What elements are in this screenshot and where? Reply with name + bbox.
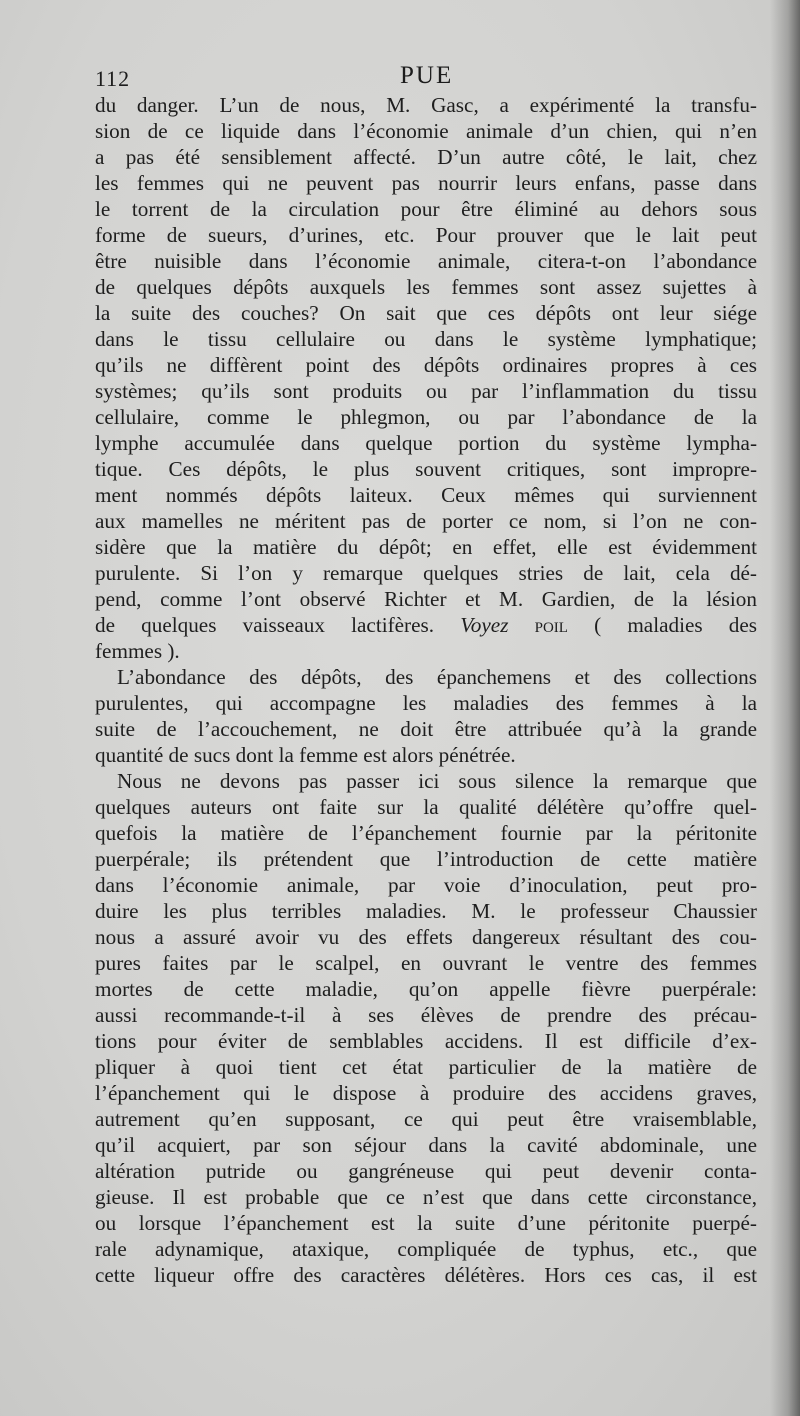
paragraph-1 — [95, 92, 757, 664]
text-line: le torrent de la circulation pour être éliminé au dehors sous — [95, 197, 757, 221]
text-line: autrement qu’en supposant, ce qui peut être vraisemblable, — [95, 1107, 757, 1131]
text-line: suite de l’accouchement, ne doit être attribuée qu’à la grande — [95, 717, 757, 741]
text-line: pliquer à quoi tient cet état particulier de la matière de — [95, 1055, 757, 1079]
text-line: ou lorsque l’épanchement est la suite d’une péritonite puerpé- — [95, 1211, 757, 1235]
text-line: quelques auteurs ont faite sur la qualité délétère qu’offre quel- — [95, 795, 757, 819]
paragraph-2 — [95, 664, 757, 768]
text-line: purulente. Si l’on y remarque quelques stries de lait, cela dé- — [95, 561, 757, 585]
text-line: mortes de cette maladie, qu’on appelle fièvre puerpérale: — [95, 977, 757, 1001]
text-line: sion de ce liquide dans l’économie animale d’un chien, qui n’en — [95, 119, 757, 143]
running-head: PUE — [400, 62, 454, 89]
paragraph-3 — [95, 768, 757, 1288]
text-line: gieuse. Il est probable que ce n’est que dans cette circonstance, — [95, 1185, 757, 1209]
text-line: lymphe accumulée dans quelque portion du système lympha- — [95, 431, 757, 455]
see-reference: poil — [534, 613, 568, 637]
text-line: ment nommés dépôts laiteux. Ceux mêmes qui surviennent — [95, 483, 757, 507]
text-line: purulentes, qui accompagne les maladies des femmes à la — [95, 691, 757, 715]
text-segment: ( maladies des — [594, 613, 758, 637]
text-line: nous a assuré avoir vu des effets dangereux résultant des cou- — [95, 925, 757, 949]
text-line: cellulaire, comme le phlegmon, ou par l’abondance de la — [95, 405, 757, 429]
text-line: Nous ne devons pas passer ici sous silence la remarque que — [117, 769, 757, 793]
text-line: l’épanchement qui le dispose à produire des accidens graves, — [95, 1081, 757, 1105]
text-segment: de quelques vaisseaux lactifères. — [95, 613, 435, 637]
text-line: quantité de sucs dont la femme est alors pénétrée. — [95, 743, 516, 767]
text-line: dans le tissu cellulaire ou dans le système lymphatique; — [95, 327, 757, 351]
cross-reference-line — [95, 612, 757, 638]
text-line: forme de sueurs, d’urines, etc. Pour prouver que le lait peut — [95, 223, 757, 247]
text-line: quefois la matière de l’épanchement fournie par la péritonite — [95, 821, 757, 845]
text-line: femmes ). — [95, 639, 180, 663]
text-line: sidère que la matière du dépôt; en effet, elle est évidemment — [95, 535, 757, 559]
text-line: qu’il acquiert, par son séjour dans la cavité abdominale, une — [95, 1133, 757, 1157]
text-line: pures faites par le scalpel, en ouvrant le ventre des femmes — [95, 951, 757, 975]
see-word: Voyez — [460, 613, 509, 637]
text-line: les femmes qui ne peuvent pas nourrir leurs enfans, passe dans — [95, 171, 757, 195]
text-line: puerpérale; ils prétendent que l’introduction de cette matière — [95, 847, 757, 871]
text-line: rale adynamique, ataxique, compliquée de typhus, etc., que — [95, 1237, 757, 1261]
text-line: être nuisible dans l’économie animale, citera-t-on l’abondance — [95, 249, 757, 273]
text-line: la suite des couches? On sait que ces dépôts ont leur siége — [95, 301, 757, 325]
text-line: qu’ils ne diffèrent point des dépôts ordinaires propres à ces — [95, 353, 757, 377]
text-line: dans l’économie animale, par voie d’inoculation, peut pro- — [95, 873, 757, 897]
text-line: aux mamelles ne méritent pas de porter ce nom, si l’on ne con- — [95, 509, 757, 533]
text-line: cette liqueur offre des caractères délétères. Hors ces cas, il est — [95, 1263, 757, 1287]
text-line: altération putride ou gangréneuse qui peut devenir conta- — [95, 1159, 757, 1183]
text-line: pend, comme l’ont observé Richter et M. Gardien, de la lésion — [95, 587, 757, 611]
text-line: aussi recommande-t-il à ses élèves de prendre des précau- — [95, 1003, 757, 1027]
text-line: de quelques dépôts auxquels les femmes sont assez sujettes à — [95, 275, 757, 299]
text-line: L’abondance des dépôts, des épanchemens et des collections — [117, 665, 757, 689]
text-line: a pas été sensiblement affecté. D’un autre côté, le lait, chez — [95, 145, 757, 169]
text-line: tions pour éviter de semblables accidens. Il est difficile d’ex- — [95, 1029, 757, 1053]
text-line: duire les plus terribles maladies. M. le professeur Chaussier — [95, 899, 757, 923]
text-line: du danger. L’un de nous, M. Gasc, a expérimenté la transfu- — [95, 93, 757, 117]
text-line: tique. Ces dépôts, le plus souvent critiques, sont impropre- — [95, 457, 757, 481]
page-header — [95, 62, 757, 92]
body-text — [95, 92, 757, 1288]
text-line: systèmes; qu’ils sont produits ou par l’inflammation du tissu — [95, 379, 757, 403]
page-number: 112 — [95, 66, 131, 91]
